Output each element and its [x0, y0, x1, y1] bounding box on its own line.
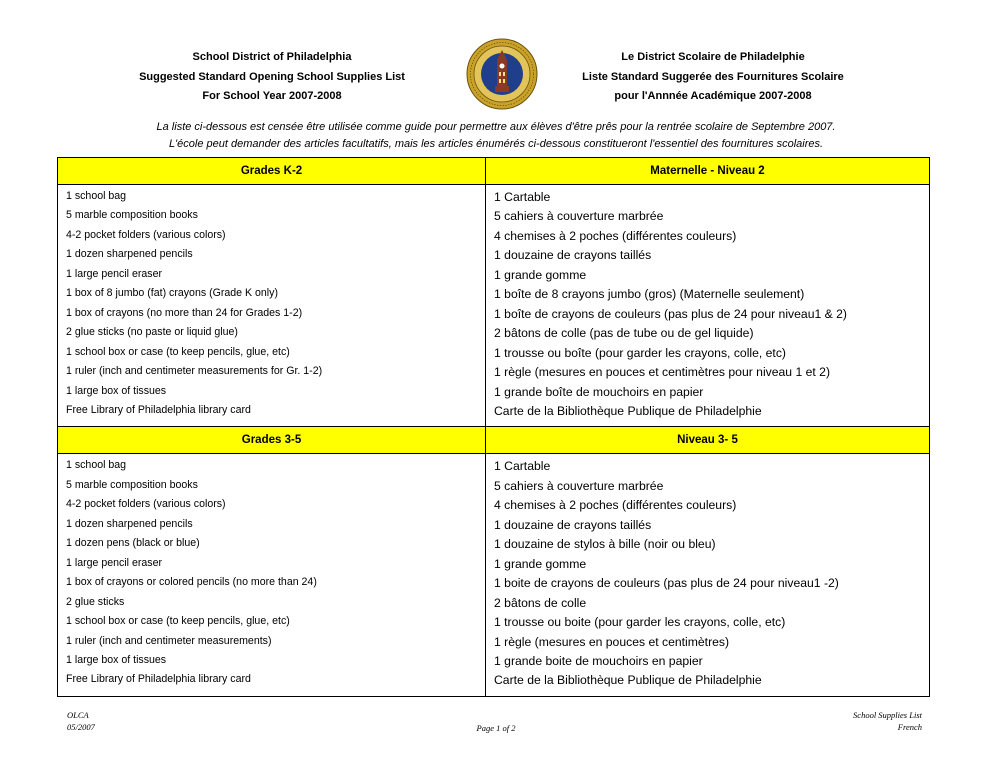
list-item: 1 box of crayons or colored pencils (no more than 24) — [66, 576, 317, 589]
list-item: 1 dozen sharpened pencils — [66, 517, 193, 530]
english-item-list — [58, 185, 486, 427]
header-english — [107, 48, 437, 107]
list-item: 1 large box of tissues — [66, 653, 167, 666]
list-item: 1 school bag — [66, 459, 127, 472]
english-item-list — [58, 454, 486, 696]
list-item: Free Library of Philadelphia library card — [66, 403, 251, 416]
list-item: 4-2 pocket folders (various colors) — [66, 498, 226, 511]
list-item: 1 grande boîte de mouchoirs en papier — [494, 384, 704, 399]
footer-office: OLCA — [67, 710, 89, 720]
list-item: 1 boite de crayons de couleurs (pas plus de 24 pour niveau1 -2) — [494, 576, 839, 591]
section-title-french: Niveau 3- 5 — [486, 427, 930, 454]
list-item: 1 school bag — [66, 190, 127, 202]
list-item: 1 douzaine de stylos à bille (noir ou bleu) — [494, 537, 716, 552]
section-items-row — [58, 454, 930, 696]
list-item: 1 ruler (inch and centimeter measurements) — [66, 634, 272, 647]
list-item: 4 chemises à 2 poches (différentes couleurs) — [494, 498, 737, 513]
list-item: Free Library of Philadelphia library card — [66, 673, 251, 686]
supplies-table — [57, 157, 930, 697]
list-item: Carte de la Bibliothèque Publique de Philadelphie — [494, 403, 762, 418]
list-item: 2 glue sticks — [66, 595, 125, 608]
header-english-line: School District of Philadelphia — [192, 51, 352, 63]
list-item: 5 marble composition books — [66, 478, 198, 491]
list-item: 1 school box or case (to keep pencils, glue, etc) — [66, 615, 290, 628]
intro-line: La liste ci-dessous est censée être utilisée comme guide pour permettre aux élèves d'être prês pour la rentrée scolaire de Septembre 2007. — [156, 121, 836, 133]
list-item: 4-2 pocket folders (various colors) — [66, 228, 226, 241]
footer-date: 05/2007 — [67, 722, 95, 732]
list-item: 1 trousse ou boîte (pour garder les crayons, colle, etc) — [494, 345, 786, 360]
list-item: 2 bâtons de colle — [494, 595, 587, 610]
header-english-line: Suggested Standard Opening School Supplies List — [139, 70, 405, 83]
footer-language: French — [897, 722, 922, 732]
list-item: 1 règle (mesures en pouces et centimètres) — [494, 634, 730, 649]
footer-doc-title: School Supplies List — [853, 710, 922, 720]
list-item: 1 box of 8 jumbo (fat) crayons (Grade K only) — [66, 287, 278, 300]
list-item: Carte de la Bibliothèque Publique de Philadelphie — [494, 673, 762, 688]
list-item: 1 box of crayons (no more than 24 for Grades 1-2) — [66, 306, 303, 319]
header-french-line: Le District Scolaire de Philadelphie — [621, 51, 805, 63]
list-item: 1 boîte de crayons de couleurs (pas plus de 24 pour niveau1 & 2) — [494, 306, 847, 321]
list-item: 1 ruler (inch and centimeter measurements for Gr. 1-2) — [66, 365, 323, 378]
list-item: 1 douzaine de crayons taillés — [494, 248, 652, 263]
intro-line: L'école peut demander des articles facultatifs, mais les articles énumérés ci-dessous constitueront l'essentiel des fournitures scolaires. — [168, 138, 824, 150]
list-item: 1 grande gomme — [494, 556, 587, 571]
header-french — [548, 48, 878, 107]
section-items-row — [58, 185, 930, 427]
header-english-line: For School Year 2007-2008 — [202, 90, 342, 102]
list-item: 1 Cartable — [494, 190, 551, 204]
list-item: 2 bâtons de colle (pas de tube ou de gel liquide) — [494, 326, 754, 341]
header-french-line: pour l'Annnée Académique 2007-2008 — [614, 90, 812, 102]
list-item: 1 large box of tissues — [66, 384, 167, 397]
school-district-seal — [466, 38, 538, 110]
list-item: 1 douzaine de crayons taillés — [494, 517, 652, 532]
list-item: 1 règle (mesures en pouces et centimètres pour niveau 1 et 2) — [494, 365, 831, 380]
list-item: 1 dozen pens (black or blue) — [66, 537, 200, 550]
list-item: 2 glue sticks (no paste or liquid glue) — [66, 326, 238, 339]
list-item: 1 grande boite de mouchoirs en papier — [494, 653, 703, 668]
list-item: 5 marble composition books — [66, 209, 198, 222]
list-item: 1 large pencil eraser — [66, 556, 162, 569]
list-item: 1 Cartable — [494, 459, 551, 474]
list-item: 1 school box or case (to keep pencils, glue, etc) — [66, 345, 290, 358]
header-french-line: Liste Standard Suggerée des Fournitures Scolaire — [582, 70, 844, 83]
page-number: Page 1 of 2 — [476, 723, 516, 733]
section-header-row — [58, 158, 930, 185]
list-item: 1 grande gomme — [494, 267, 587, 282]
list-item: 5 cahiers à couverture marbrée — [494, 209, 664, 224]
section-title-english: Grades 3-5 — [58, 427, 486, 454]
section-title-french: Maternelle - Niveau 2 — [486, 158, 930, 185]
footer-right — [853, 709, 922, 733]
list-item: 5 cahiers à couverture marbrée — [494, 478, 664, 493]
list-item: 1 dozen sharpened pencils — [66, 248, 193, 261]
list-item: 1 trousse ou boite (pour garder les crayons, colle, etc) — [494, 615, 786, 630]
list-item: 4 chemises à 2 poches (différentes couleurs) — [494, 228, 737, 243]
french-item-list — [486, 454, 930, 696]
french-item-list — [486, 185, 930, 427]
section-header-row — [58, 427, 930, 454]
section-title-english: Grades K-2 — [58, 158, 486, 185]
intro-text — [60, 119, 932, 153]
list-item: 1 boîte de 8 crayons jumbo (gros) (Maternelle seulement) — [494, 287, 805, 302]
list-item: 1 large pencil eraser — [66, 267, 162, 280]
